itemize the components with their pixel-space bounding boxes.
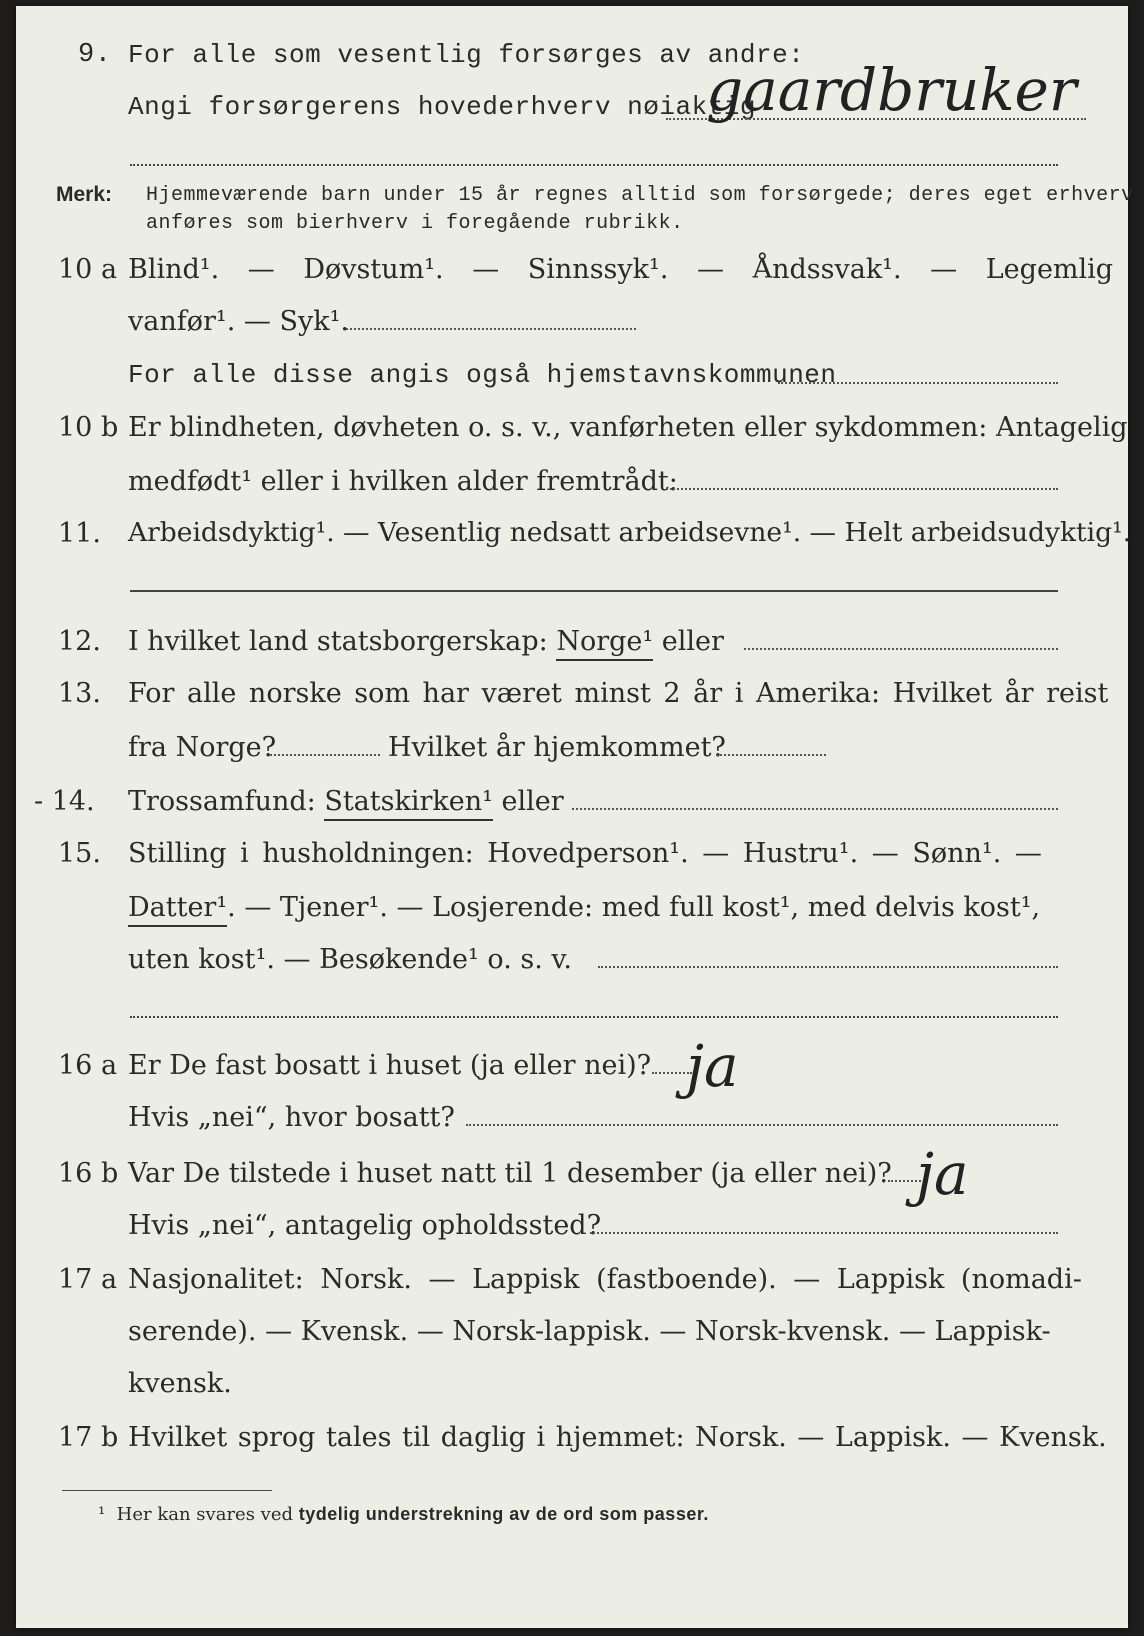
q11-number: 11.	[58, 518, 101, 549]
q11-line1: Arbeidsdyktig¹. — Vesentlig nedsatt arbeidsevne¹. — Helt arbeidsudyktig¹.	[128, 517, 1132, 548]
q9-handwritten-answer: gaardbruker	[706, 56, 1077, 124]
q16b-number: 16 b	[58, 1158, 119, 1189]
q12-underlined-option: Norge¹	[556, 626, 653, 661]
q16b-line2: Hvis „nei“, antagelig opholdssted?	[128, 1210, 602, 1241]
q17a-line1: Nasjonalitet: Norsk. — Lappisk (fastboende). — Lappisk (nomadi-	[128, 1264, 1082, 1295]
q14-number: - 14.	[34, 786, 95, 817]
q11-divider	[130, 590, 1058, 592]
q10a-home-line	[778, 382, 1058, 384]
q15-line3: uten kost¹. — Besøkende¹ o. s. v.	[128, 944, 573, 975]
q10a-answer-line	[346, 328, 636, 330]
q12-number: 12.	[58, 626, 101, 657]
q9-line1: For alle som vesentlig forsørges av andre:	[128, 40, 805, 70]
q16a-where-line	[466, 1124, 1058, 1126]
q15-number: 15.	[58, 838, 101, 869]
q10b-line1: Er blindheten, døvheten o. s. v., vanførheten eller sykdommen: Antagelig	[128, 412, 1128, 443]
q16b-where-line	[590, 1232, 1058, 1234]
q10a-line2: vanfør¹. — Syk¹.	[128, 306, 349, 337]
q12-line	[128, 628, 724, 655]
q15-line2-rest: . — Tjener¹. — Losjerende: med full kost¹, med delvis kost¹,	[227, 892, 1041, 923]
q13-number: 13.	[58, 678, 101, 709]
q16a-number: 16 a	[58, 1050, 118, 1081]
q15-underlined-option: Datter¹	[128, 892, 227, 927]
q9-divider	[130, 164, 1058, 166]
q14-suffix: eller	[492, 786, 564, 817]
q10a-number: 10 a	[58, 254, 118, 285]
q15-line1: Stilling i husholdningen: Hovedperson¹. — Hustru¹. — Sønn¹. —	[128, 838, 1042, 869]
q16a-line1: Er De fast bosatt i huset (ja eller nei)?	[128, 1050, 652, 1081]
q14-line	[128, 788, 564, 815]
q13-year-left-line	[270, 754, 380, 756]
merk-line1: Hjemmeværende barn under 15 år regnes alltid som forsørgede; deres eget erhverv	[146, 184, 1134, 207]
footnote-bold: tydelig understrekning av de ord som passer.	[298, 1504, 709, 1524]
q14-prefix: Trossamfund:	[128, 786, 325, 817]
q13-line2: fra Norge?	[128, 732, 277, 763]
q9-line2: Angi forsørgerens hovederhverv nøiaktig	[128, 92, 756, 122]
q12-answer-line	[744, 648, 1058, 650]
q14-underlined-option: Statskirken¹	[324, 786, 493, 821]
q15-answer-line	[598, 966, 1058, 968]
q12-suffix: eller	[653, 626, 724, 657]
q10b-answer-line	[670, 488, 1058, 490]
q9-number: 9.	[78, 40, 112, 70]
merk-line2: anføres som bierhverv i foregående rubrikk.	[146, 212, 684, 235]
footnote-plain: Her kan svares ved	[116, 1504, 293, 1525]
q13-line1: For alle norske som har været minst 2 år i Amerika: Hvilket år reist	[128, 678, 1109, 709]
q17b-number: 17 b	[58, 1422, 119, 1453]
q17a-line2: serende). — Kvensk. — Norsk-lappisk. — Norsk-kvensk. — Lappisk-	[128, 1316, 1051, 1347]
q16b-handwritten-answer: ja	[916, 1140, 969, 1208]
footnote-mark: ¹	[98, 1504, 106, 1525]
census-form-page	[16, 6, 1134, 1628]
footnote-divider	[62, 1490, 272, 1491]
q16a-handwritten-answer: ja	[686, 1032, 739, 1100]
q13-year-returned-line	[716, 754, 826, 756]
q17b-line1: Hvilket sprog tales til daglig i hjemmet: Norsk. — Lappisk. — Kvensk.	[128, 1422, 1107, 1453]
q10b-line2: medfødt¹ eller i hvilken alder fremtrådt:	[128, 466, 678, 497]
q14-answer-line	[572, 808, 1058, 810]
q10a-line1: Blind¹. — Døvstum¹. — Sinnssyk¹. — Åndssvak¹. — Legemlig	[128, 254, 1114, 285]
q15-line2	[128, 894, 1040, 921]
q17a-line3: kvensk.	[128, 1368, 232, 1399]
merk-label: Merk:	[56, 183, 113, 206]
footnote	[98, 1504, 709, 1525]
q13-line2b: Hvilket år hjemkommet?	[388, 732, 726, 763]
q10b-number: 10 b	[58, 412, 119, 443]
q15-divider	[130, 1016, 1058, 1018]
q10a-line3: For alle disse angis også hjemstavnskommunen	[128, 360, 837, 390]
q16b-line1: Var De tilstede i huset natt til 1 desember (ja eller nei)?	[128, 1158, 892, 1189]
q17a-number: 17 a	[58, 1264, 118, 1295]
q16a-line2: Hvis „nei“, hvor bosatt?	[128, 1102, 455, 1133]
q12-prefix: I hvilket land statsborgerskap:	[128, 626, 557, 657]
